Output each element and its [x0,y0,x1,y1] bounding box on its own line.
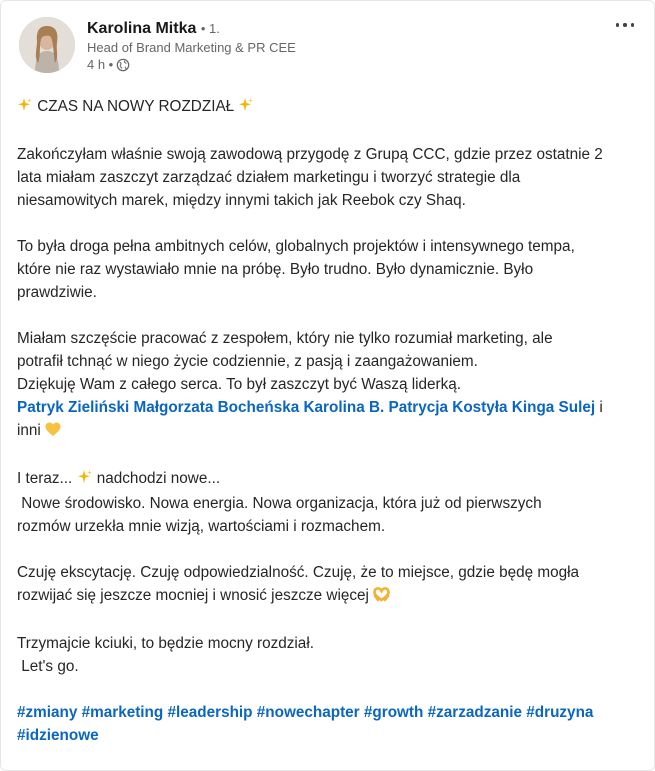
avatar[interactable] [19,17,75,73]
paragraph-4-line-2: Nowe środowisko. Nowa energia. Nowa organizacja, która już od pierwszych [17,495,542,512]
paragraph-4-end: nadchodzi nowe... [96,470,221,487]
paragraph-1-line-2: lata miałam zaszczyt zarządzać działem marketingu i tworzyć strategie dla [17,169,521,186]
author-name[interactable]: Karolina Mitka [87,20,197,37]
paragraph-5-line-1: Czuję ekscytację. Czuję odpowiedzialność. Czuję, że to miejsce, gdzie będę mogła [17,564,580,581]
hashtag-link[interactable]: #zarzadzanie [427,704,523,721]
yellow-heart-icon [45,421,61,444]
paragraph-3-line-3: Dziękuję Wam z całego serca. To był zaszczyt być Waszą liderką. [17,376,462,393]
mention-link[interactable]: Małgorzata Bocheńska [133,399,300,416]
mention-link[interactable]: Karolina B. [303,399,385,416]
hashtags-line [17,701,649,724]
mentions-line [17,396,649,419]
connection-degree: • 1. [200,21,220,36]
paragraph-3-line-2: potrafił tchnąć w niego życie codziennie, z pasją i zaangażowaniem. [17,353,478,370]
mention-link[interactable]: Kinga Sulej [511,399,596,416]
post-time [87,56,296,73]
paragraph-5-line-2 [17,584,649,609]
heart-hands-icon [373,586,390,609]
globe-icon [116,58,130,72]
mentions-suffix-2: inni [17,422,41,439]
post-title-line [17,95,649,120]
hashtag-link[interactable]: #idzienowe [17,727,99,744]
paragraph-6-line-2: Let's go. [17,658,79,675]
post-title: CZAS NA NOWY ROZDZIAŁ [37,98,235,115]
mentions-suffix: i [599,399,603,416]
author-meta [87,19,296,73]
sparkles-icon [77,469,93,492]
paragraph-1-line-1: Zakończyłam właśnie swoją zawodową przygodę z Grupą CCC, gdzie przez ostatnie 2 [17,146,603,163]
author-headline: Head of Brand Marketing & PR CEE [87,40,296,55]
paragraph-4-line-3: rozmów urzekła mnie wizją, wartościami i rozmachem. [17,518,386,535]
paragraph-6-line-1: Trzymajcie kciuki, to będzie mocny rozdział. [17,635,314,652]
mention-link[interactable]: Patrycja Kostyła [388,399,508,416]
sparkles-icon [17,97,33,120]
hashtags-line-2 [17,724,649,747]
post-time-text: 4 h • [87,57,114,72]
sparkles-icon [238,97,254,120]
hashtag-link[interactable]: #leadership [167,704,253,721]
post-body [17,95,649,747]
hashtag-link[interactable]: #marketing [81,704,164,721]
paragraph-2-line-2: które nie raz wystawiało mnie na próbę. Było trudno. Było dynamicznie. Było [17,261,534,278]
more-options-icon[interactable] [610,13,640,37]
paragraph-1-line-3: niesamowitych marek, między innymi takich jak Reebok czy Shaq. [17,192,466,209]
mention-link[interactable]: Patryk Zieliński [17,399,130,416]
paragraph-3-line-1: Miałam szczęście pracować z zespołem, który nie tylko rozumiał marketing, ale [17,330,553,347]
paragraph-2-line-1: To była droga pełna ambitnych celów, globalnych projektów i intensywnego tempa, [17,238,575,255]
hashtag-link[interactable]: #druzyna [526,704,594,721]
paragraph-5-text: rozwijać się jeszcze mocniej i wnosić jeszcze więcej [17,587,369,604]
hashtag-link[interactable]: #nowechapter [256,704,360,721]
mentions-line-2 [17,419,649,444]
post-header [19,17,642,87]
paragraph-4-line-1 [17,467,649,492]
paragraph-2-line-3: prawdziwie. [17,284,97,301]
paragraph-4-start: I teraz... [17,470,73,487]
hashtag-link[interactable]: #growth [363,704,424,721]
hashtag-link[interactable]: #zmiany [17,704,78,721]
